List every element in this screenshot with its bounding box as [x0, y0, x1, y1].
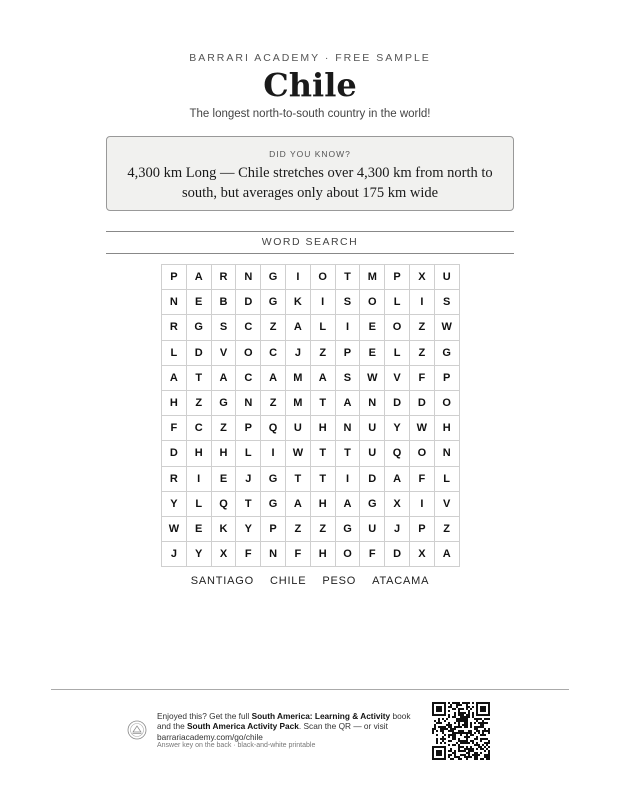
grid-cell: O — [409, 441, 434, 466]
grid-cell: E — [360, 340, 385, 365]
grid-cell: V — [385, 365, 410, 390]
grid-cell: M — [285, 390, 310, 415]
grid-cell: A — [310, 365, 335, 390]
grid-cell: Y — [385, 416, 410, 441]
grid-cell: P — [236, 416, 261, 441]
grid-cell: W — [434, 315, 459, 340]
grid-cell: Z — [186, 390, 211, 415]
grid-cell: P — [335, 340, 360, 365]
grid-row — [162, 466, 460, 491]
grid-cell: T — [310, 466, 335, 491]
grid-cell: L — [310, 315, 335, 340]
grid-cell: Z — [211, 416, 236, 441]
grid-cell: H — [310, 416, 335, 441]
grid-cell: Q — [211, 491, 236, 516]
grid-cell: N — [335, 416, 360, 441]
grid-cell: W — [360, 365, 385, 390]
grid-row — [162, 340, 460, 365]
footer-promo — [157, 711, 419, 742]
grid-cell: X — [211, 542, 236, 567]
grid-row — [162, 491, 460, 516]
grid-cell: D — [385, 390, 410, 415]
grid-cell: L — [186, 491, 211, 516]
grid-cell: E — [186, 516, 211, 541]
grid-cell: G — [335, 516, 360, 541]
grid-cell: F — [360, 542, 385, 567]
grid-cell: A — [261, 365, 286, 390]
grid-cell: G — [261, 491, 286, 516]
grid-cell: P — [434, 365, 459, 390]
grid-row — [162, 516, 460, 541]
grid-cell: A — [186, 265, 211, 290]
grid-cell: T — [236, 491, 261, 516]
grid-cell: C — [186, 416, 211, 441]
grid-cell: L — [236, 441, 261, 466]
grid-cell: T — [335, 441, 360, 466]
word-search-grid — [161, 264, 460, 567]
grid-cell: H — [211, 441, 236, 466]
grid-cell: X — [385, 491, 410, 516]
grid-cell: Y — [236, 516, 261, 541]
grid-cell: D — [409, 390, 434, 415]
grid-cell: A — [285, 315, 310, 340]
grid-cell: F — [409, 466, 434, 491]
grid-cell: K — [211, 516, 236, 541]
footer-text-1: Enjoyed this? Get the full — [157, 711, 252, 721]
grid-cell: G — [186, 315, 211, 340]
word-list-item: SANTIAGO — [190, 575, 254, 587]
grid-cell: G — [261, 265, 286, 290]
grid-cell: A — [335, 390, 360, 415]
grid-cell: G — [261, 466, 286, 491]
grid-cell: M — [360, 265, 385, 290]
grid-cell: F — [162, 416, 187, 441]
grid-cell: S — [211, 315, 236, 340]
grid-cell: I — [335, 466, 360, 491]
grid-cell: Z — [261, 390, 286, 415]
grid-cell: C — [236, 365, 261, 390]
footer-note: Answer key on the back · black-and-white printable — [157, 742, 316, 749]
grid-cell: K — [285, 290, 310, 315]
grid-cell: D — [162, 441, 187, 466]
grid-row — [162, 441, 460, 466]
grid-cell: N — [261, 542, 286, 567]
section-divider-bottom — [106, 253, 514, 254]
grid-cell: D — [186, 340, 211, 365]
grid-cell: O — [335, 542, 360, 567]
grid-cell: H — [434, 416, 459, 441]
grid-cell: H — [162, 390, 187, 415]
grid-cell: G — [211, 390, 236, 415]
grid-cell: Q — [261, 416, 286, 441]
page-subtitle: The longest north-to-south country in the world! — [189, 108, 431, 120]
eyebrow: BARRARI ACADEMY · FREE SAMPLE — [189, 52, 431, 64]
word-list-item: PESO — [322, 575, 357, 587]
grid-cell: H — [186, 441, 211, 466]
grid-cell: I — [409, 491, 434, 516]
grid-cell: U — [434, 265, 459, 290]
grid-cell: W — [162, 516, 187, 541]
footer-text-2: book and the — [157, 711, 411, 732]
grid-cell: R — [162, 466, 187, 491]
grid-cell: A — [162, 365, 187, 390]
grid-cell: E — [360, 315, 385, 340]
grid-cell: E — [211, 466, 236, 491]
grid-cell: T — [285, 466, 310, 491]
grid-row — [162, 390, 460, 415]
word-list-item: CHILE — [269, 575, 307, 587]
grid-cell: V — [211, 340, 236, 365]
book-title-2: South America Activity Pack — [187, 721, 299, 732]
grid-cell: F — [285, 542, 310, 567]
footer-text-3[interactable]: . Scan the QR — or visit barrariacademy.com/go/chile — [157, 721, 388, 742]
grid-cell: N — [360, 390, 385, 415]
word-list — [0, 575, 620, 587]
grid-cell: Y — [186, 542, 211, 567]
grid-cell: I — [261, 441, 286, 466]
grid-cell: S — [434, 290, 459, 315]
grid-cell: U — [285, 416, 310, 441]
grid-cell: N — [162, 290, 187, 315]
grid-cell: A — [434, 542, 459, 567]
fact-label: DID YOU KNOW? — [269, 149, 351, 159]
grid-row — [162, 290, 460, 315]
grid-cell: J — [285, 340, 310, 365]
grid-cell: T — [335, 265, 360, 290]
grid-cell: I — [409, 290, 434, 315]
grid-cell: O — [434, 390, 459, 415]
grid-cell: B — [211, 290, 236, 315]
grid-cell: D — [360, 466, 385, 491]
grid-cell: F — [409, 365, 434, 390]
grid-cell: J — [162, 542, 187, 567]
grid-cell: L — [385, 290, 410, 315]
grid-cell: H — [310, 491, 335, 516]
grid-cell: V — [434, 491, 459, 516]
grid-cell: L — [385, 340, 410, 365]
grid-cell: Z — [409, 340, 434, 365]
grid-cell: G — [434, 340, 459, 365]
grid-cell: Z — [409, 315, 434, 340]
grid-cell: H — [310, 542, 335, 567]
grid-cell: C — [261, 340, 286, 365]
grid-cell: Z — [285, 516, 310, 541]
grid-cell: R — [211, 265, 236, 290]
grid-cell: A — [385, 466, 410, 491]
grid-cell: P — [261, 516, 286, 541]
grid-cell: N — [434, 441, 459, 466]
grid-cell: F — [236, 542, 261, 567]
grid-cell: E — [186, 290, 211, 315]
grid-cell: W — [409, 416, 434, 441]
seal-icon — [127, 720, 147, 740]
grid-cell: T — [186, 365, 211, 390]
grid-cell: Z — [261, 315, 286, 340]
grid-cell: T — [310, 390, 335, 415]
grid-cell: O — [385, 315, 410, 340]
footer-divider — [51, 689, 569, 690]
grid-cell: S — [335, 365, 360, 390]
grid-cell: L — [434, 466, 459, 491]
grid-cell: X — [409, 265, 434, 290]
fact-box — [106, 136, 514, 211]
grid-row — [162, 416, 460, 441]
grid-cell: Z — [310, 516, 335, 541]
grid-cell: O — [236, 340, 261, 365]
grid-cell: G — [360, 491, 385, 516]
grid-cell: O — [360, 290, 385, 315]
grid-cell: D — [236, 290, 261, 315]
grid-cell: M — [285, 365, 310, 390]
grid-cell: N — [236, 390, 261, 415]
grid-cell: C — [236, 315, 261, 340]
grid-cell: I — [310, 290, 335, 315]
qr-code-icon[interactable] — [432, 702, 490, 760]
grid-row — [162, 542, 460, 567]
grid-row — [162, 265, 460, 290]
grid-cell: J — [385, 516, 410, 541]
grid-cell: S — [335, 290, 360, 315]
word-list-item: ATACAMA — [372, 575, 430, 587]
grid-cell: R — [162, 315, 187, 340]
page-title: Chile — [263, 66, 357, 104]
grid-cell: A — [335, 491, 360, 516]
grid-cell: U — [360, 416, 385, 441]
grid-cell: P — [162, 265, 187, 290]
grid-cell: I — [285, 265, 310, 290]
grid-cell: P — [385, 265, 410, 290]
grid-cell: D — [385, 542, 410, 567]
grid-cell: P — [409, 516, 434, 541]
grid-cell: Z — [310, 340, 335, 365]
grid-cell: J — [236, 466, 261, 491]
grid-cell: T — [310, 441, 335, 466]
grid-cell: L — [162, 340, 187, 365]
grid-cell: Z — [434, 516, 459, 541]
fact-text: 4,300 km Long — Chile stretches over 4,300 km from north to south, but averages only about 175 km wide — [127, 165, 493, 201]
grid-cell: Y — [162, 491, 187, 516]
grid-cell: U — [360, 441, 385, 466]
grid-cell: A — [211, 365, 236, 390]
grid-cell: I — [186, 466, 211, 491]
grid-row — [162, 315, 460, 340]
section-divider-top — [106, 231, 514, 232]
grid-cell: A — [285, 491, 310, 516]
grid-cell: U — [360, 516, 385, 541]
book-title-1: South America: Learning & Activity — [251, 711, 391, 721]
grid-cell: O — [310, 265, 335, 290]
grid-cell: N — [236, 265, 261, 290]
grid-row — [162, 365, 460, 390]
grid-cell: G — [261, 290, 286, 315]
grid-cell: X — [409, 542, 434, 567]
grid-cell: W — [285, 441, 310, 466]
grid-cell: Q — [385, 441, 410, 466]
grid-cell: I — [335, 315, 360, 340]
section-title: WORD SEARCH — [261, 236, 359, 248]
